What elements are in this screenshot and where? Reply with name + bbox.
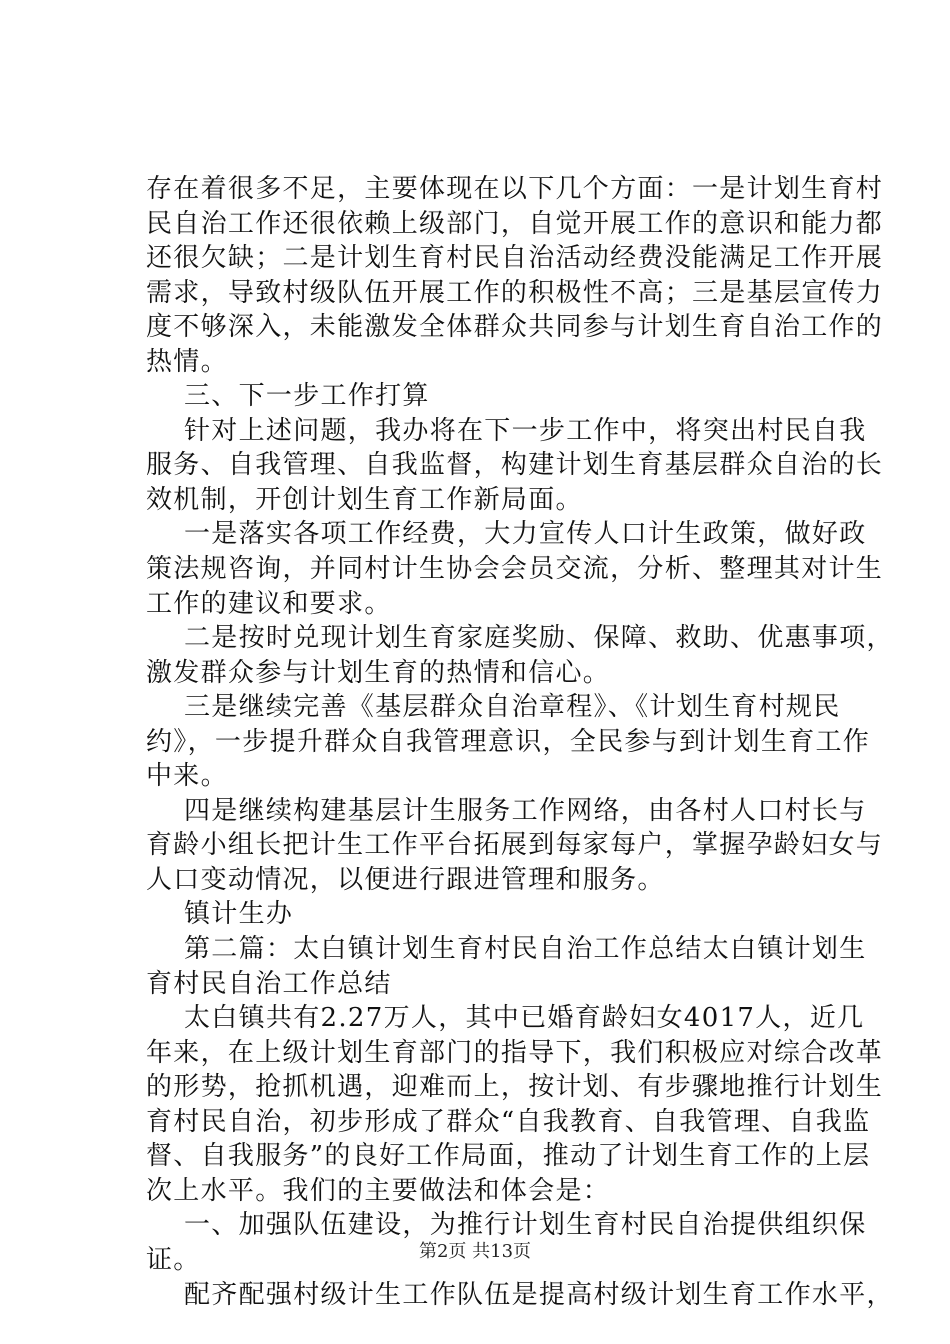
text-line: 热情。 (146, 346, 228, 377)
text-line: 二是按时兑现计划生育家庭奖励、保障、救助、优惠事项， (184, 623, 894, 654)
text-line: 年来，在上级计划生育部门的指导下，我们积极应对综合改革 (146, 1037, 884, 1068)
text-line: 度不够深入，未能激发全体群众共同参与计划生育自治工作的 (146, 312, 884, 343)
text-line: 督、自我服务”的良好工作局面，推动了计划生育工作的上层 (146, 1141, 871, 1172)
page-number: 第2页 共13页 (418, 1241, 532, 1262)
text-line: 育龄小组长把计生工作平台拓展到每家每户，掌握孕龄妇女与 (146, 830, 884, 861)
text-line: 针对上述问题，我办将在下一步工作中，将突出村民自我 (184, 415, 867, 446)
text-line: 证。 (146, 1244, 201, 1275)
text-line: 四是继续构建基层计生服务工作网络，由各村人口村长与 (184, 795, 867, 826)
text-line: 工作的建议和要求。 (146, 588, 392, 619)
text-line: 太白镇共有2.27万人，其中已婚育龄妇女4017人，近几 (184, 1003, 865, 1034)
document-body (146, 172, 894, 1312)
text-line: 育村民自治，初步形成了群众“自我教育、自我管理、自我监 (146, 1106, 871, 1137)
text-line: 次上水平。我们的主要做法和体会是： (146, 1175, 611, 1206)
text-line: 存在着很多不足，主要体现在以下几个方面：一是计划生育村 (146, 174, 884, 204)
text-line: 三是继续完善《基层群众自治章程》、《计划生育村规民 (184, 692, 841, 723)
text-line: 配齐配强村级计生工作队伍是提高村级计划生育工作水平， (184, 1279, 894, 1310)
text-line: 一是落实各项工作经费，大力宣传人口计生政策，做好政 (184, 519, 867, 550)
chapter-title: 育村民自治工作总结 (146, 968, 392, 999)
signature-line: 镇计生办 (184, 899, 294, 930)
section-heading: 三、下一步工作打算 (184, 381, 430, 412)
text-line: 约》，一步提升群众自我管理意识，全民参与到计划生育工作 (146, 726, 871, 757)
section-heading: 一、加强队伍建设，为推行计划生育村民自治提供组织保 (184, 1210, 867, 1241)
text-line: 服务、自我管理、自我监督，构建计划生育基层群众自治的长 (146, 450, 884, 481)
text-line: 策法规咨询，并同村计生协会会员交流，分析、整理其对计生 (146, 554, 884, 585)
text-line: 需求，导致村级队伍开展工作的积极性不高；三是基层宣传力 (146, 277, 884, 308)
chapter-title: 第二篇：太白镇计划生育村民自治工作总结太白镇计划生 (184, 934, 867, 965)
text-line: 民自治工作还很依赖上级部门，自觉开展工作的意识和能力都 (146, 208, 884, 239)
text-line: 激发群众参与计划生育的热情和信心。 (146, 657, 611, 688)
text-line: 人口变动情况，以便进行跟进管理和服务。 (146, 864, 665, 895)
text-line: 的形势，抢抓机遇，迎难而上，按计划、有步骤地推行计划生 (146, 1072, 884, 1103)
text-line: 还很欠缺；二是计划生育村民自治活动经费没能满足工作开展 (146, 243, 884, 274)
text-line: 中来。 (146, 761, 228, 792)
text-line: 效机制，开创计划生育工作新局面。 (146, 484, 583, 515)
